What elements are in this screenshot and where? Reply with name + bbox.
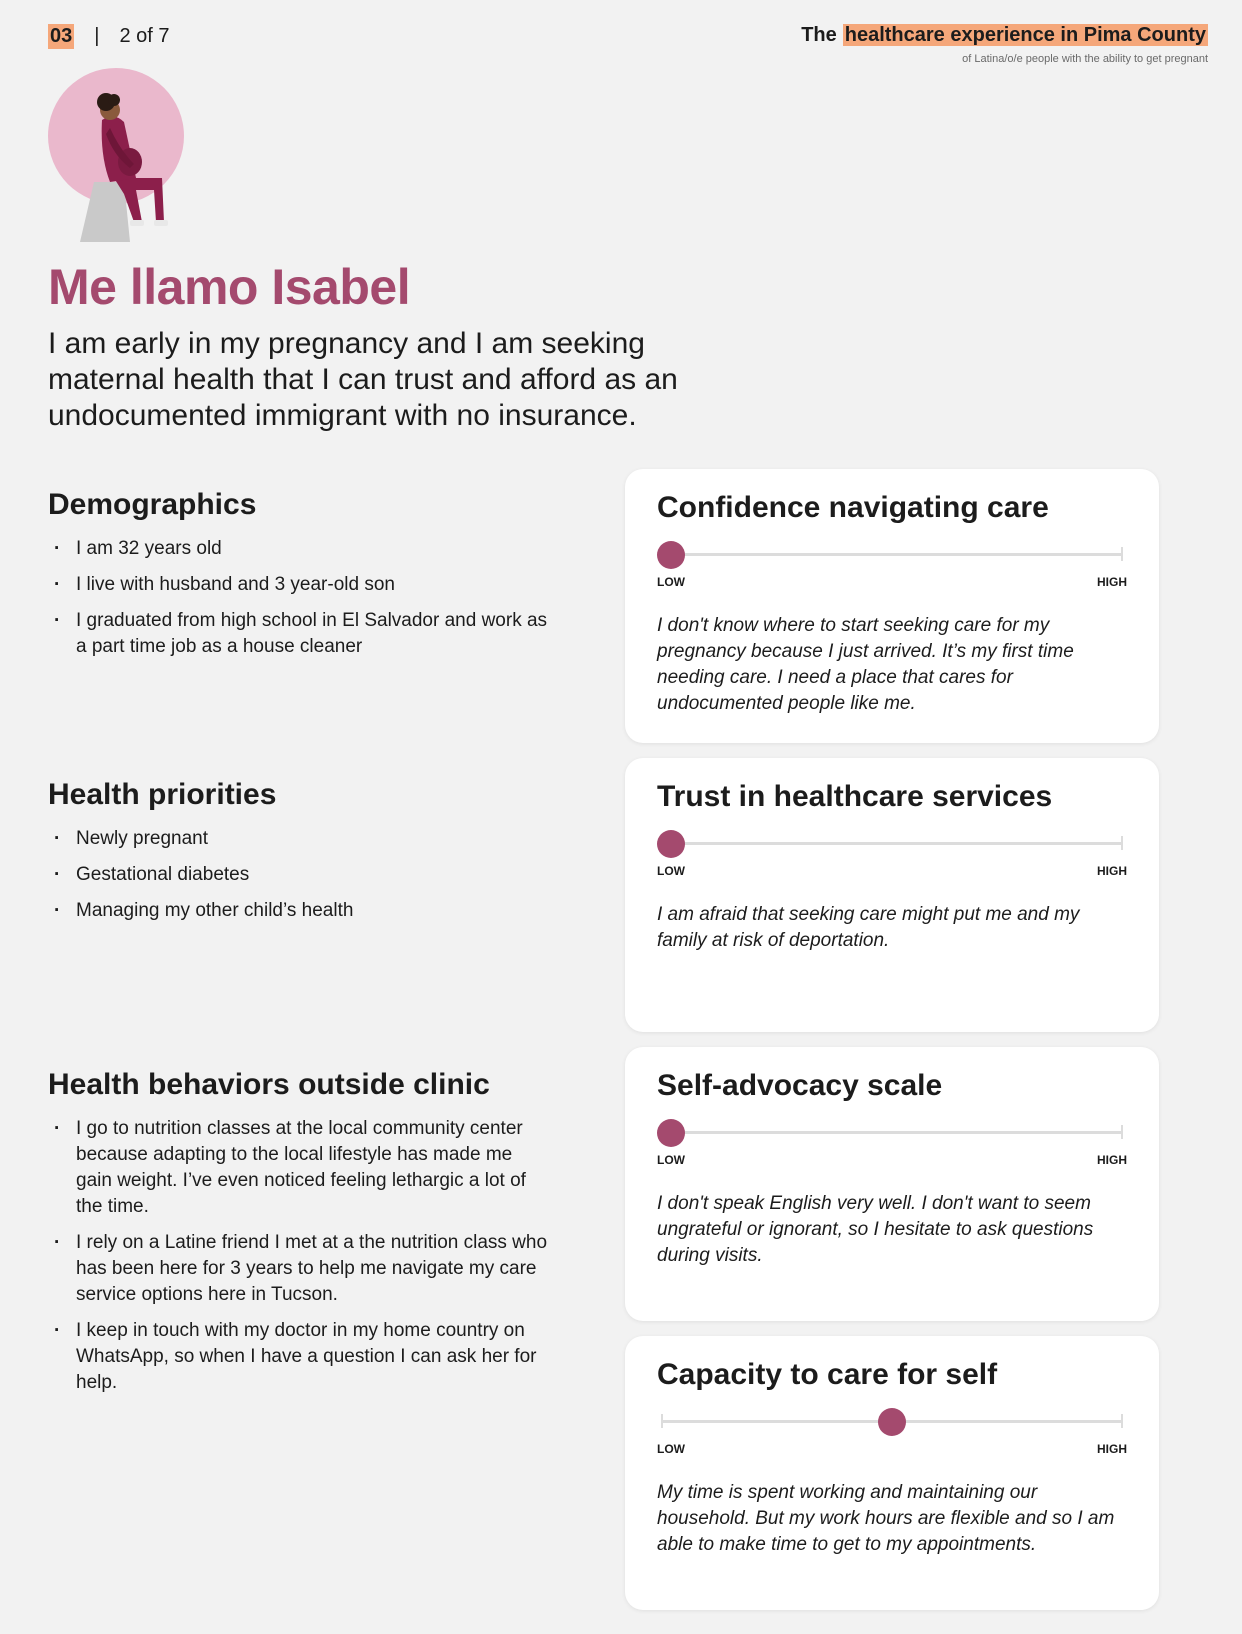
scale-high-label: HIGH <box>1097 575 1127 589</box>
scale-track <box>661 842 1123 845</box>
scale-slider <box>657 1406 1127 1436</box>
health-behaviors-list <box>48 1116 548 1396</box>
demographics-list <box>48 536 548 660</box>
health-priorities-list <box>48 826 548 924</box>
scale-marker <box>657 1119 685 1147</box>
health-behaviors-title: Health behaviors outside clinic <box>48 1068 490 1101</box>
page-of: 2 of 7 <box>119 25 170 47</box>
scale-quote: I don't speak English very well. I don't want to seem ungrateful or ignorant, so I hesitate to ask questions during visits. <box>657 1193 1094 1266</box>
page-number: 03 <box>50 25 73 47</box>
scale-slider <box>657 1117 1127 1147</box>
scale-tick-high <box>1121 1414 1123 1428</box>
scale-low-label: LOW <box>657 575 685 589</box>
scale-high-label: HIGH <box>1097 1153 1127 1167</box>
report-subtitle: of Latina/o/e people with the ability to get pregnant <box>962 53 1208 65</box>
scale-tick-high <box>1121 836 1123 850</box>
scale-title: Self-advocacy scale <box>657 1069 943 1102</box>
scale-quote: I don't know where to start seeking care for my pregnancy because I just arrived. It’s my first time needing care. I need a place that cares for undocumented people like me. <box>657 615 1074 714</box>
scale-low-label: LOW <box>657 1442 685 1456</box>
scale-tick-high <box>1121 1125 1123 1139</box>
persona-illustration <box>44 66 194 242</box>
list-item: · Newly pregnant <box>48 826 548 852</box>
persona-intro: I am early in my pregnancy and I am seeking maternal health that I can trust and afford as an undocumented immigrant with no insurance. <box>48 327 678 432</box>
scale-card-confidence <box>625 469 1159 743</box>
report-title-prefix: The <box>801 24 837 46</box>
report-title <box>801 24 1208 47</box>
scale-tick-low <box>661 1414 663 1428</box>
persona-name: Me llamo Isabel <box>48 259 411 315</box>
health-priorities-section <box>48 778 548 934</box>
scale-marker <box>657 830 685 858</box>
scale-quote: My time is spent working and maintaining our household. But my work hours are flexible and so I am able to make time to get to my appointments. <box>657 1482 1115 1555</box>
scale-quote: I am afraid that seeking care might put me and my family at risk of deportation. <box>657 904 1080 951</box>
page-separator: | <box>94 25 100 47</box>
list-item: · I am 32 years old <box>48 536 548 562</box>
scale-high-label: HIGH <box>1097 1442 1127 1456</box>
scale-marker <box>878 1408 906 1436</box>
scale-low-label: LOW <box>657 1153 685 1167</box>
list-item: · Gestational diabetes <box>48 862 548 888</box>
list-item: · I go to nutrition classes at the local community center because adapting to the local lifestyle has made me gain weight. I’ve even noticed feeling lethargic a lot of the time. <box>48 1116 548 1220</box>
report-title-highlight: healthcare experience in Pima County <box>844 24 1206 46</box>
list-item: · I live with husband and 3 year-old son <box>48 572 548 598</box>
list-item: · Managing my other child’s health <box>48 898 548 924</box>
shoe-right <box>154 220 168 226</box>
shoe-left <box>130 220 144 226</box>
scale-track <box>661 553 1123 556</box>
scale-low-label: LOW <box>657 864 685 878</box>
scale-card-capacity <box>625 1336 1159 1610</box>
scale-tick-high <box>1121 547 1123 561</box>
scale-card-trust <box>625 758 1159 1032</box>
demographics-section <box>48 488 548 670</box>
scale-slider <box>657 539 1127 569</box>
list-item: · I graduated from high school in El Salvador and work as a part time job as a house cleaner <box>48 608 548 660</box>
scale-title: Trust in healthcare services <box>657 780 1053 813</box>
list-item: · I rely on a Latine friend I met at a the nutrition class who has been here for 3 years to help me navigate my care service options here in Tucson. <box>48 1230 548 1308</box>
scale-title: Capacity to care for self <box>657 1358 998 1391</box>
health-behaviors-section <box>48 1068 548 1406</box>
scale-high-label: HIGH <box>1097 864 1127 878</box>
scale-slider <box>657 828 1127 858</box>
scale-marker <box>657 541 685 569</box>
scale-title: Confidence navigating care <box>657 491 1049 524</box>
list-item: · I keep in touch with my doctor in my home country on WhatsApp, so when I have a question I can ask her for help. <box>48 1318 548 1396</box>
page-indicator <box>48 24 170 49</box>
demographics-title: Demographics <box>48 488 257 521</box>
scale-card-self-advocacy <box>625 1047 1159 1321</box>
report-header <box>801 24 1208 65</box>
health-priorities-title: Health priorities <box>48 778 277 811</box>
scale-track <box>661 1131 1123 1134</box>
